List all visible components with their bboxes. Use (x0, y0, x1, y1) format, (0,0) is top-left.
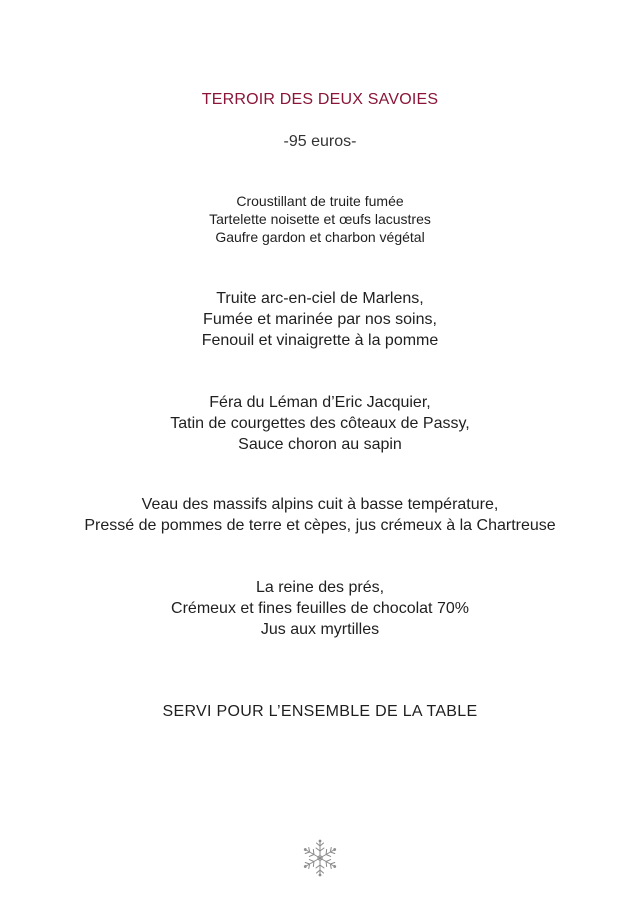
menu-price: -95 euros- (283, 133, 357, 150)
course-amuse-bouche (0, 192, 640, 246)
course-line: Crémeux et fines feuilles de chocolat 70% (171, 600, 469, 617)
course-line: Sauce choron au sapin (238, 436, 402, 453)
serving-note: SERVI POUR L’ENSEMBLE DE LA TABLE (162, 703, 478, 720)
course-line: Tatin de courgettes des côteaux de Passy, (170, 415, 470, 432)
course-main (0, 494, 640, 536)
course-dessert (0, 577, 640, 640)
snowflake-icon (300, 838, 340, 878)
menu-title: TERROIR DES DEUX SAVOIES (201, 91, 439, 108)
course-line: La reine des prés, (255, 579, 385, 596)
course-line: Croustillant de truite fumée (236, 193, 404, 209)
course-line: Veau des massifs alpins cuit à basse température, (141, 496, 499, 513)
course-fish (0, 392, 640, 455)
course-line: Pressé de pommes de terre et cèpes, jus crémeux à la Chartreuse (84, 517, 556, 534)
course-line: Gaufre gardon et charbon végétal (215, 229, 425, 245)
course-line: Tartelette noisette et œufs lacustres (209, 211, 431, 227)
course-line: Fenouil et vinaigrette à la pomme (201, 332, 439, 349)
course-starter (0, 288, 640, 351)
course-line: Jus aux myrtilles (260, 621, 380, 638)
course-line: Truite arc-en-ciel de Marlens, (216, 290, 424, 307)
course-line: Féra du Léman d’Eric Jacquier, (209, 394, 431, 411)
course-line: Fumée et marinée par nos soins, (203, 311, 437, 328)
